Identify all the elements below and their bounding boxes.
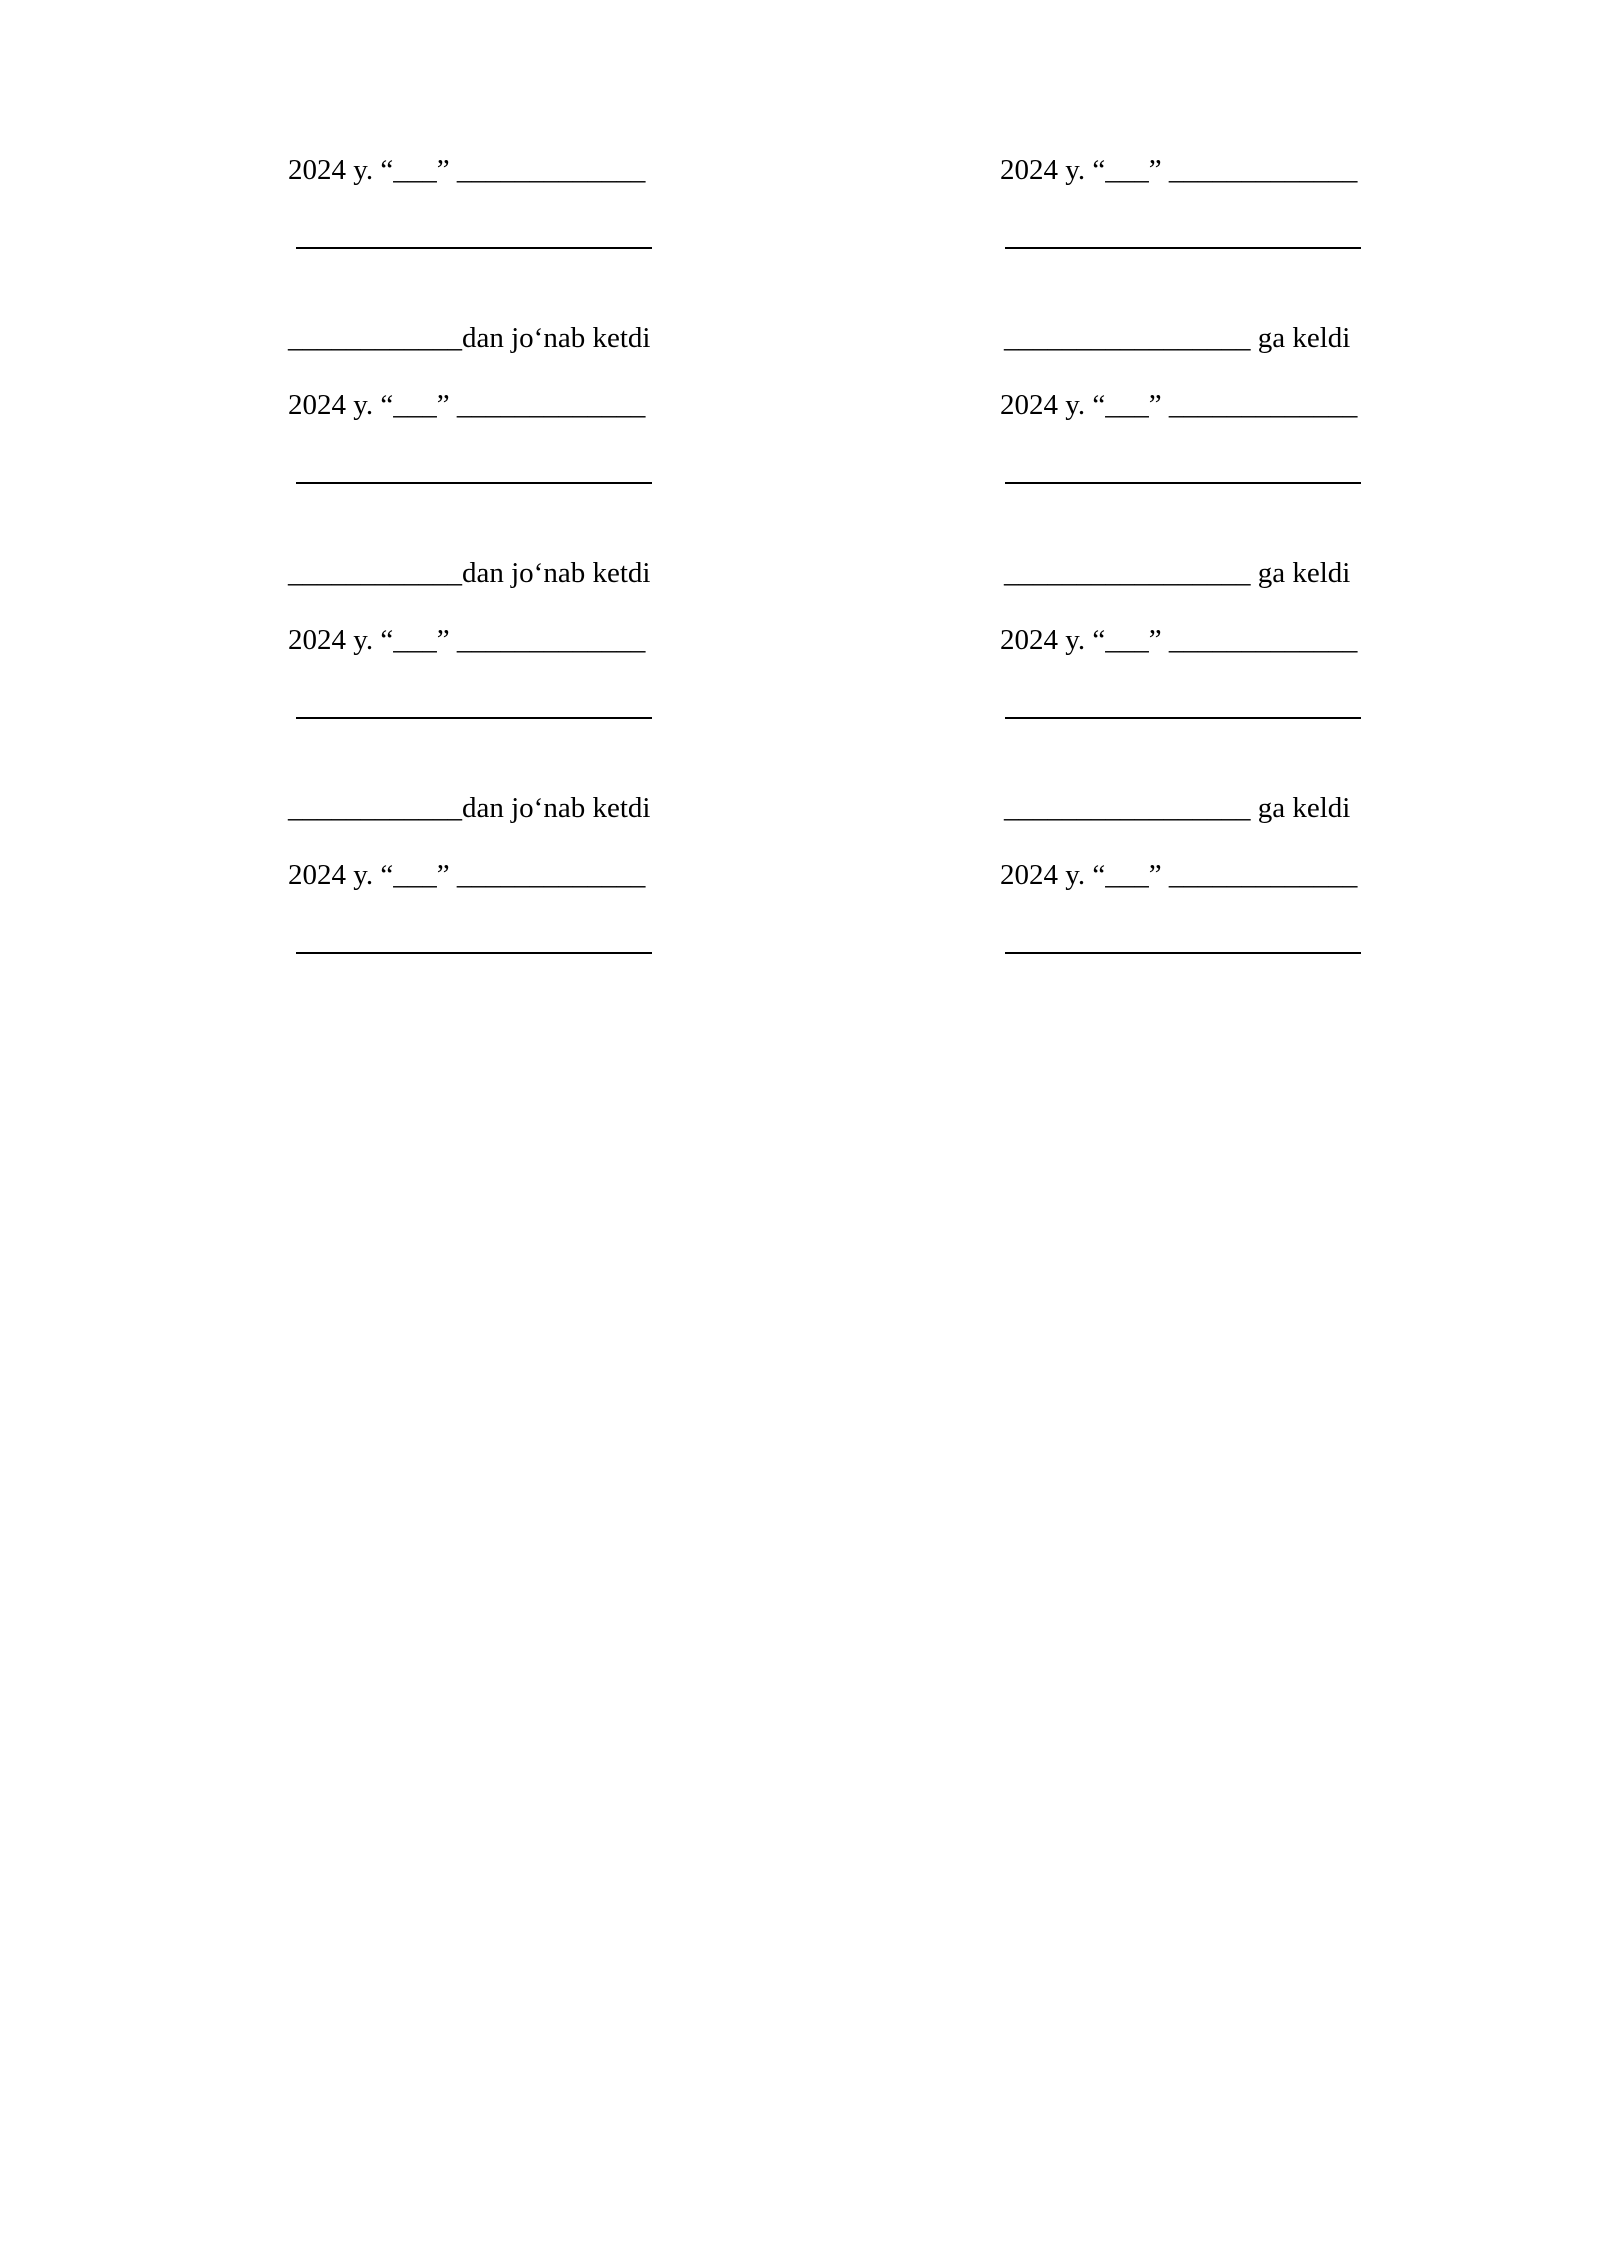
right-signature-line-2 [1005, 482, 1361, 484]
right-signature-line-1 [1005, 247, 1361, 249]
left-departure-line-2: ____________dan jo‘nab ketdi [288, 557, 651, 589]
right-date-line-2: 2024 y. “___” _____________ [1000, 389, 1358, 421]
left-date-line-3: 2024 y. “___” _____________ [288, 624, 646, 656]
right-arrival-line-1: _________________ ga keldi [1004, 322, 1351, 354]
right-date-line-4: 2024 y. “___” _____________ [1000, 859, 1358, 891]
right-arrival-line-2: _________________ ga keldi [1004, 557, 1351, 589]
left-signature-line-1 [296, 247, 652, 249]
left-signature-line-3 [296, 717, 652, 719]
left-signature-line-4 [296, 952, 652, 954]
right-arrival-line-3: _________________ ga keldi [1004, 792, 1351, 824]
right-date-line-1: 2024 y. “___” _____________ [1000, 154, 1358, 186]
left-signature-line-2 [296, 482, 652, 484]
left-departure-line-1: ____________dan jo‘nab ketdi [288, 322, 651, 354]
right-signature-line-3 [1005, 717, 1361, 719]
left-date-line-1: 2024 y. “___” _____________ [288, 154, 646, 186]
right-signature-line-4 [1005, 952, 1361, 954]
left-date-line-4: 2024 y. “___” _____________ [288, 859, 646, 891]
left-date-line-2: 2024 y. “___” _____________ [288, 389, 646, 421]
left-departure-line-3: ____________dan jo‘nab ketdi [288, 792, 651, 824]
right-date-line-3: 2024 y. “___” _____________ [1000, 624, 1358, 656]
